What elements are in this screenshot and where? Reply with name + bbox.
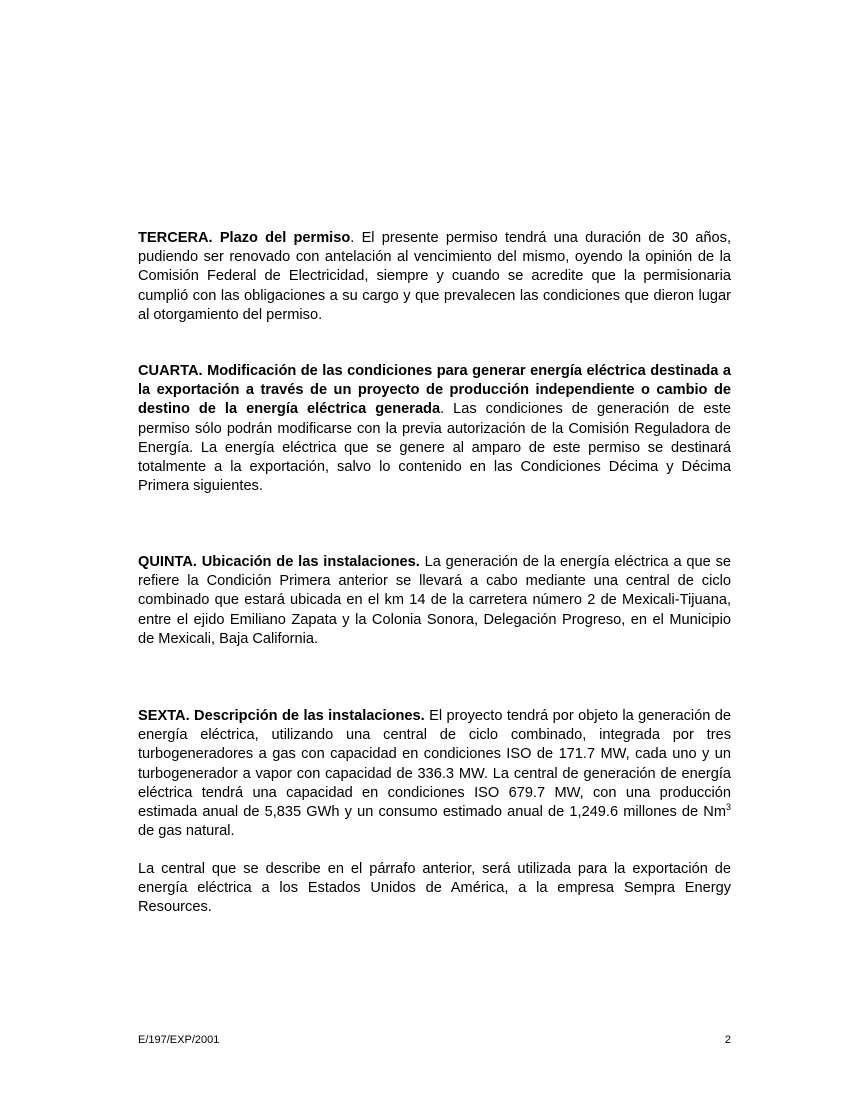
closing-paragraph: La central que se describe en el párrafo anterior, será utilizada para la exportación de energía eléctrica a los Estados Unidos de América, a la empresa Sempra Energy Resources. — [138, 861, 731, 916]
section-body: Las condiciones de generación de este permiso sólo podrán modificarse con la previa autorización de la Comisión Reguladora de Energía. La energía eléctrica que se genere al amparo de este permiso se destinará totalmente a la exportación, salvo lo contenido en las Condiciones Décima y Décima Primera siguientes. — [138, 401, 731, 495]
footer-file-number: E/197/EXP/2001 — [138, 1034, 220, 1046]
section-body-tail: de gas natural. — [138, 823, 235, 840]
section-sexta — [138, 707, 731, 841]
section-heading: QUINTA. Ubicación de las instalaciones. — [138, 554, 420, 570]
heading-suffix: . — [440, 401, 445, 418]
section-quinta — [138, 553, 731, 649]
footer-page-number: 2 — [724, 1034, 731, 1046]
section-tercera — [138, 229, 731, 325]
section-body: El presente permiso tendrá una duración de 30 años, pudiendo ser renovado con antelación al vencimiento del mismo, oyendo la opinión de la Comisión Federal de Electricidad, siempre y cuando se acredite que la permisionaria cumplió con las obligaciones a su cargo y que prevalecen las condiciones que dieron lugar al otorgamiento del permiso. — [138, 230, 732, 323]
section-heading: TERCERA. Plazo del permiso — [138, 230, 351, 246]
section-heading: SEXTA. Descripción de las instalaciones. — [138, 708, 425, 724]
section-cuarta — [138, 362, 731, 496]
section-heading: CUARTA. Modificación de las condiciones para generar energía eléctrica destinada a la exportación a través de un proyecto de producción independiente o cambio de destino de la energía eléctrica generada — [138, 363, 731, 418]
heading-suffix: . — [350, 230, 355, 246]
section-body: El proyecto tendrá por objeto la generación de energía eléctrica, utilizando una central de ciclo combinado, integrada por tres turbogeneradores a gas con capacidad en condiciones ISO de 171.7 MW, cada uno y un turbogenerador a vapor con capacidad de 336.3 MW. La central de generación de energía eléctrica tendrá una capacidad en condiciones ISO 679.7 MW, con una producción estimada anual de 5,835 GWh y un consumo estimado anual de 1,249.6 millones de Nm — [138, 708, 731, 821]
section-body: La generación de la energía eléctrica a que se refiere la Condición Primera anterior se llevará a cabo mediante una central de ciclo combinado que estará ubicada en el km 14 de la carretera número 2 de Mexicali-Tijuana, entre el ejido Emiliano Zapata y la Colonia Sonora, Delegación Progreso, en el Municipio de Mexicali, Baja California. — [138, 554, 731, 647]
superscript-3: 3 — [725, 802, 731, 813]
